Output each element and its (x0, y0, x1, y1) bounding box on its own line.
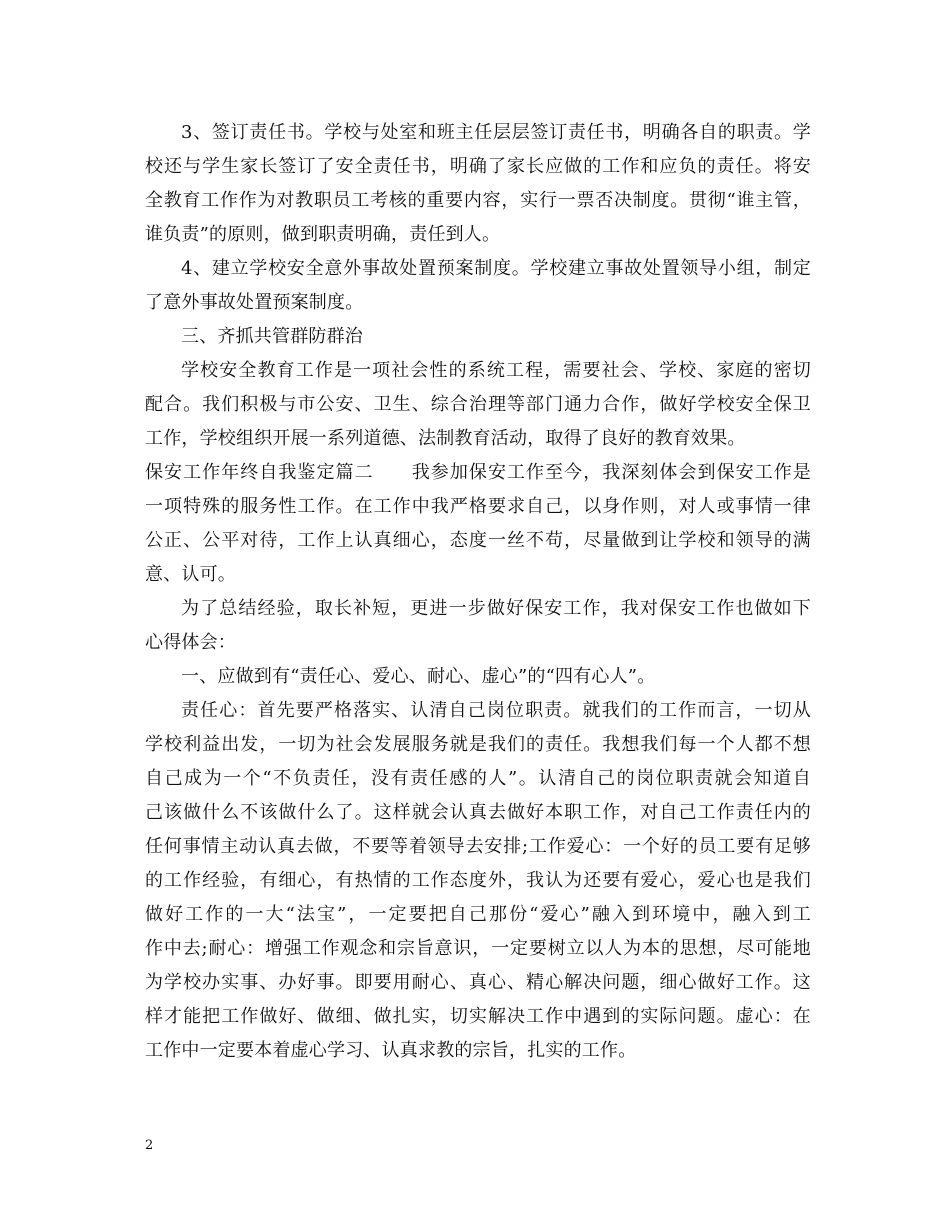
paragraph-line: 自己成为一个“不负责任，没有责任感的人”。认清自己的岗位职责就会知道自 (145, 768, 811, 789)
paragraph-line: 3、签订责任书。学校与处室和班主任层层签订责任书，明确各自的职责。学 (181, 122, 811, 143)
paragraph-line: 心得体会： (145, 632, 236, 653)
paragraph-line: 谁负责”的原则，做到职责明确，责任到人。 (145, 224, 501, 245)
paragraph-line: 一项特殊的服务性工作。在工作中我严格要求自己，以身作则，对人或事情一律 (145, 496, 811, 517)
paragraph-line: 样才能把工作做好、做细、做扎实，切实解决工作中遇到的实际问题。虚心：在 (145, 1006, 811, 1027)
paragraph-line: 配合。我们积极与市公安、卫生、综合治理等部门通力合作，做好学校安全保卫 (145, 394, 811, 415)
paragraph-line: 为学校办实事、办好事。即要用耐心、真心、精心解决问题，细心做好工作。这 (145, 972, 811, 993)
paragraph-line: 的工作经验，有细心，有热情的工作态度外，我认为还要有爱心，爱心也是我们 (145, 870, 811, 891)
paragraph-line: 4、建立学校安全意外事故处置预案制度。学校建立事故处置领导小组，制定 (181, 258, 811, 279)
paragraph-line: 学校利益出发，一切为社会发展服务就是我们的责任。我想我们每一个人都不想 (145, 734, 811, 755)
paragraph-line: 全教育工作作为对教职员工考核的重要内容，实行一票否决制度。贯彻“谁主管， (145, 190, 811, 211)
paragraph-line: 作中去;耐心：增强工作观念和宗旨意识，一定要树立以人为本的思想，尽可能地 (145, 938, 811, 959)
page-number: 2 (145, 1138, 154, 1153)
paragraph-line: 做好工作的一大“法宝”，一定要把自己那份“爱心”融入到环境中，融入到工 (145, 904, 811, 925)
paragraph-line: 工作，学校组织开展一系列道德、法制教育活动，取得了良好的教育效果。 (145, 428, 746, 449)
paragraph-line: 责任心：首先要严格落实、认清自己岗位职责。就我们的工作而言，一切从 (181, 700, 811, 721)
section-heading: 三、齐抓共管群防群治 (181, 326, 363, 347)
paragraph-line: 了意外事故处置预案制度。 (145, 292, 364, 313)
paragraph-line: 校还与学生家长签订了安全责任书，明确了家长应做的工作和应负的责任。将安 (145, 156, 811, 177)
paragraph-line: 公正、公平对待，工作上认真细心，态度一丝不苟，尽量做到让学校和领导的满 (145, 530, 811, 551)
paragraph-line: 意、认可。 (145, 564, 236, 585)
paragraph-line: 己该做什么不该做什么了。这样就会认真去做好本职工作，对自己工作责任内的 (145, 802, 811, 823)
paragraph-line: 为了总结经验，取长补短，更进一步做好保安工作，我对保安工作也做如下 (181, 598, 811, 619)
document-body (145, 116, 811, 1068)
paragraph-line: 学校安全教育工作是一项社会性的系统工程，需要社会、学校、家庭的密切 (181, 360, 811, 381)
paragraph-line: 任何事情主动认真去做，不要等着领导去安排;工作爱心：一个好的员工要有足够 (145, 836, 811, 857)
section-heading: 一、应做到有“责任心、爱心、耐心、虚心”的“四有心人”。 (181, 666, 656, 687)
paragraph-line: 保安工作年终自我鉴定篇二 我参加保安工作至今，我深刻体会到保安工作是 (145, 462, 811, 483)
paragraph-line: 工作中一定要本着虚心学习、认真求教的宗旨，扎实的工作。 (145, 1040, 637, 1061)
